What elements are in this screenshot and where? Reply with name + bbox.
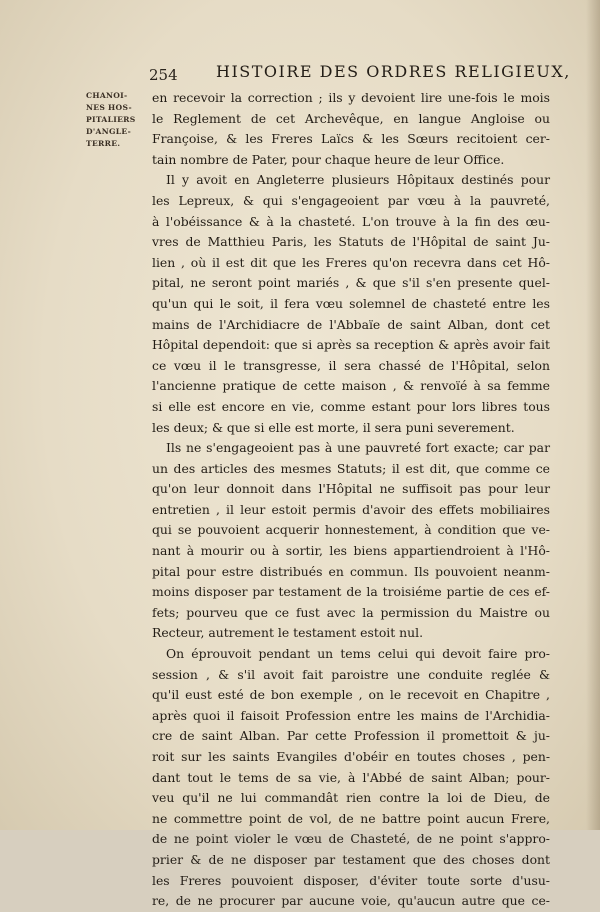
text-line: Françoise, & les Freres Laïcs & les Sœurs recitoient cer- [152, 131, 550, 147]
text-line: si elle est encore en vie, comme estant pour lors libres tous [152, 398, 550, 414]
text-line: lien , où il est dit que les Freres qu'on recevra dans cet Hô- [152, 254, 550, 270]
text-line: les deux; & que si elle est morte, il sera puni severement. [152, 419, 515, 435]
text-line: un des articles des mesmes Statuts; il est dit, que comme ce [152, 460, 550, 476]
text-line: tain nombre de Pater, pour chaque heure de leur Office. [152, 151, 505, 167]
margin-note [86, 90, 148, 150]
text-line: cre de saint Alban. Par cette Profession il promettoit & ju- [152, 728, 550, 744]
text-line: qu'on leur donnoit dans l'Hôpital ne suffisoit pas pour leur [152, 481, 550, 497]
text-line: le Reglement de cet Archevêque, en langue Angloise ou [152, 110, 550, 126]
text-line: l'ancienne pratique de cette maison , & renvoïé à sa femme [152, 378, 550, 394]
text-line: en recevoir la correction ; ils y devoient lire une-fois le mois [152, 90, 550, 105]
text-line: ce vœu il le transgresse, il sera chassé de l'Hôpital, selon [152, 357, 550, 373]
text-line: prier & de ne disposer par testament que des choses dont [152, 851, 550, 867]
text-line: veu qu'il ne lui commandât rien contre la loi de Dieu, de [152, 790, 550, 806]
text-line: qu'il eust esté de bon exemple , on le recevoit en Chapitre , [152, 687, 550, 703]
margin-note-line: D'ANGLE- [86, 127, 132, 136]
text-line: entretien , il leur estoit permis d'avoir des effets mobiliaires [152, 501, 550, 517]
text-line: moins disposer par testament de la troisiéme partie de ces ef- [152, 584, 550, 600]
text-line: les Freres pouvoient disposer, d'éviter toute sorte d'usu- [152, 872, 550, 888]
page-edge-shadow [586, 0, 600, 830]
text-line: pital, ne seront point mariés , & que s'il s'en presente quel- [152, 275, 550, 291]
text-line: après quoi il faisoit Profession entre les mains de l'Archidia- [152, 707, 550, 723]
text-line: qui se pouvoient acquerir honnestement, à condition que ve- [152, 522, 550, 538]
text-line: Recteur, autrement le testament estoit nul. [152, 625, 424, 641]
text-line: session , & s'il avoit fait paroistre une conduite reglée & [152, 666, 550, 682]
text-line: Il y avoit en Angleterre plusieurs Hôpitaux destinés pour [166, 172, 550, 188]
margin-note-line: CHANOI- [86, 91, 128, 100]
text-line: roit sur les saints Evangiles d'obéir en toutes choses , pen- [152, 749, 550, 764]
margin-note-line: PITALIERS [86, 115, 136, 124]
text-line: les Lepreux, & qui s'engageoient par vœu à la pauvreté, [152, 192, 550, 208]
text-line: ne commettre point de vol, de ne battre point aucun Frere, [152, 810, 550, 826]
text-line: vres de Matthieu Paris, les Statuts de l'Hôpital de saint Ju- [152, 234, 550, 250]
running-head: HISTOIRE DES ORDRES RELIGIEUX, [216, 62, 571, 81]
body-text [152, 88, 550, 912]
text-line: nant à mourir ou à sortir, les biens appartiendroient à l'Hô- [152, 543, 550, 559]
text-line: mains de l'Archidiacre de l'Abbaïe de saint Alban, dont cet [152, 316, 550, 332]
text-line: fets; pourveu que ce fust avec la permission du Maistre ou [152, 604, 550, 620]
text-line: dant tout le tems de sa vie, à l'Abbé de saint Alban; pour- [152, 769, 550, 785]
page-number: 254 [149, 66, 178, 84]
text-line: Hôpital dependoit: que si après sa reception & après avoir fait [152, 337, 550, 353]
text-line: pital pour estre distribués en commun. Ils pouvoient neanm- [152, 563, 550, 579]
text-line: qu'un qui le soit, il fera vœu solemnel de chasteté entre les [152, 295, 550, 311]
text-line: de ne point violer le vœu de Chasteté, de ne point s'appro- [152, 831, 550, 847]
text-line: On éprouvoit pendant un tems celui qui devoit faire pro- [166, 646, 550, 662]
text-line: Ils ne s'engageoient pas à une pauvreté fort exacte; car par [166, 440, 550, 456]
text-line: à l'obéissance & à la chasteté. L'on trouve à la fin des œu- [152, 213, 550, 229]
margin-note-line: NES HOS- [86, 103, 132, 112]
margin-note-line: TERRE. [86, 139, 121, 148]
text-line: re, de ne procurer par aucune voie, qu'aucun autre que ce- [152, 893, 550, 909]
